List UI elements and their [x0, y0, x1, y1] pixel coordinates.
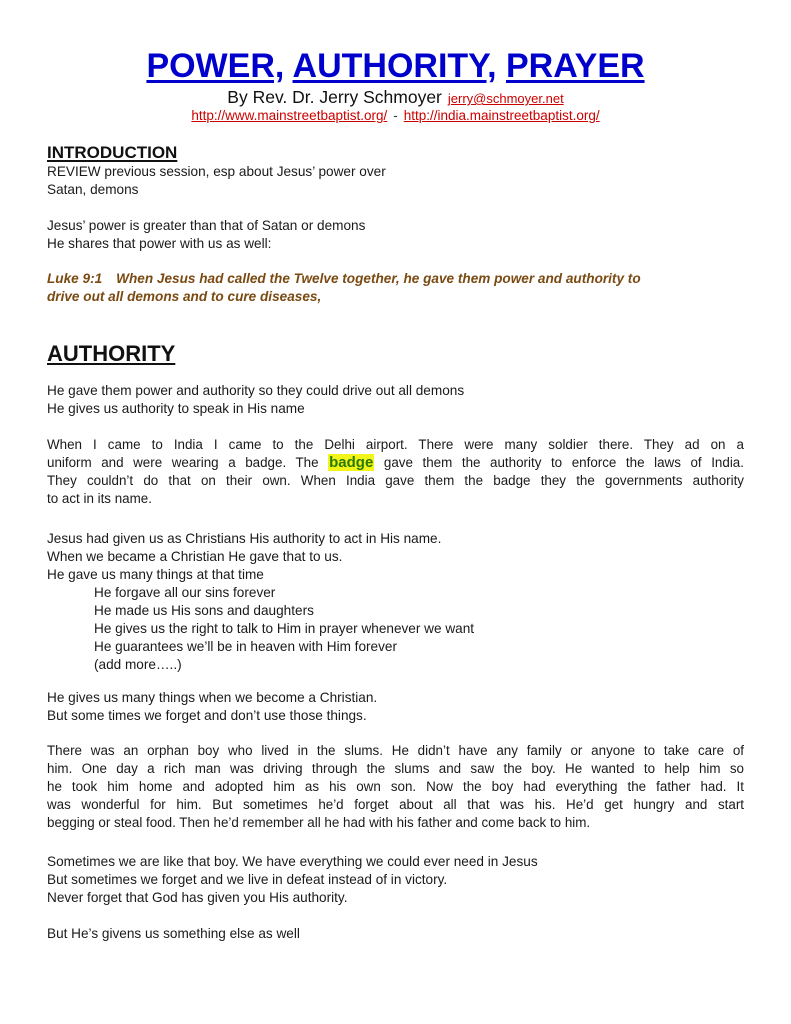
text-line: begging or steal food. Then he’d remember all he had with his father and come back to him. — [47, 815, 591, 830]
text-line: REVIEW previous session, esp about Jesus’ power over — [47, 164, 386, 179]
forget-paragraph — [47, 689, 744, 725]
title-word-power: POWER, — [146, 47, 285, 85]
list-item: (add more…..) — [94, 657, 182, 672]
link-separator: - — [393, 108, 398, 123]
text-line: Never forget that God has given you His authority. — [47, 890, 348, 905]
intro-power-paragraph — [47, 217, 744, 253]
text-line: But some times we forget and don’t use those things. — [47, 708, 367, 723]
closing-paragraph — [47, 925, 744, 943]
list-item: He made us His sons and daughters — [94, 603, 314, 618]
text-line: uniform and were wearing a badge. The badge gave them the authority to enforce the laws of India. — [47, 454, 744, 471]
author-name: By Rev. Dr. Jerry Schmoyer — [227, 87, 442, 107]
orphan-story-paragraph — [47, 742, 744, 832]
text-line: was wonderful for him. But sometimes he’d forget about all that was his. He’d get hungry and start — [47, 797, 744, 812]
text-line: He gives us authority to speak in His name — [47, 401, 305, 416]
title-word-authority: AUTHORITY, — [292, 47, 497, 85]
like-that-boy-paragraph — [47, 853, 744, 907]
text-line: He gives us many things when we become a Christian. — [47, 690, 378, 705]
text-line: Jesus’ power is greater than that of Satan or demons — [47, 218, 366, 233]
text-line: He shares that power with us as well: — [47, 236, 272, 251]
highlighted-word-badge: badge — [329, 454, 374, 471]
text-line: When I came to India I came to the Delhi airport. There were many soldier there. They ad on a — [47, 437, 744, 452]
christian-authority-paragraph — [47, 530, 744, 674]
authority-paragraph-1 — [47, 382, 744, 418]
text-line: He gave them power and authority so they could drive out all demons — [47, 383, 465, 398]
text-line: But sometimes we forget and we live in defeat instead of in victory. — [47, 872, 448, 887]
delhi-airport-paragraph — [47, 436, 744, 508]
list-item: He forgave all our sins forever — [94, 585, 276, 600]
heading-introduction: INTRODUCTION — [47, 143, 178, 162]
heading-authority: AUTHORITY — [47, 341, 176, 366]
email-link[interactable]: jerry@schmoyer.net — [447, 91, 564, 106]
list-item: He gives us the right to talk to Him in prayer whenever we want — [94, 621, 475, 636]
india-mainstreet-link[interactable]: http://india.mainstreetbaptist.org/ — [403, 108, 600, 123]
text-line: But He’s givens us something else as well — [47, 926, 300, 941]
text-line: Sometimes we are like that boy. We have everything we could ever need in Jesus — [47, 854, 538, 869]
list-item: He guarantees we’ll be in heaven with Him forever — [94, 639, 397, 654]
scripture-reference: Luke 9:1 — [47, 271, 103, 286]
text-line: Satan, demons — [47, 182, 139, 197]
mainstreet-link[interactable]: http://www.mainstreetbaptist.org/ — [191, 108, 388, 123]
scripture-text: drive out all demons and to cure diseases, — [47, 289, 322, 304]
scripture-text: When Jesus had called the Twelve together, he gave them power and authority to — [116, 271, 641, 286]
text-line: he took him home and adopted him as his own son. Now the boy had everything the father had. It — [47, 779, 744, 794]
author-byline — [47, 87, 744, 109]
text-line: They couldn’t do that on their own. When India gave them the badge they the governments authority — [47, 473, 744, 488]
intro-review-paragraph — [47, 163, 744, 199]
text-line: He gave us many things at that time — [47, 567, 264, 582]
scripture-quote — [47, 270, 744, 306]
text-line: him. One day a rich man was driving through the slums and saw the boy. He wanted to help him so — [47, 761, 744, 776]
text-line: Jesus had given us as Christians His authority to act in His name. — [47, 531, 442, 546]
page-title — [47, 46, 744, 86]
title-word-prayer: PRAYER — [505, 47, 645, 85]
text-line: to act in its name. — [47, 491, 152, 506]
website-links — [47, 107, 744, 124]
text-line: There was an orphan boy who lived in the slums. He didn’t have any family or anyone to take care of — [47, 743, 744, 758]
text-line: When we became a Christian He gave that to us. — [47, 549, 343, 564]
